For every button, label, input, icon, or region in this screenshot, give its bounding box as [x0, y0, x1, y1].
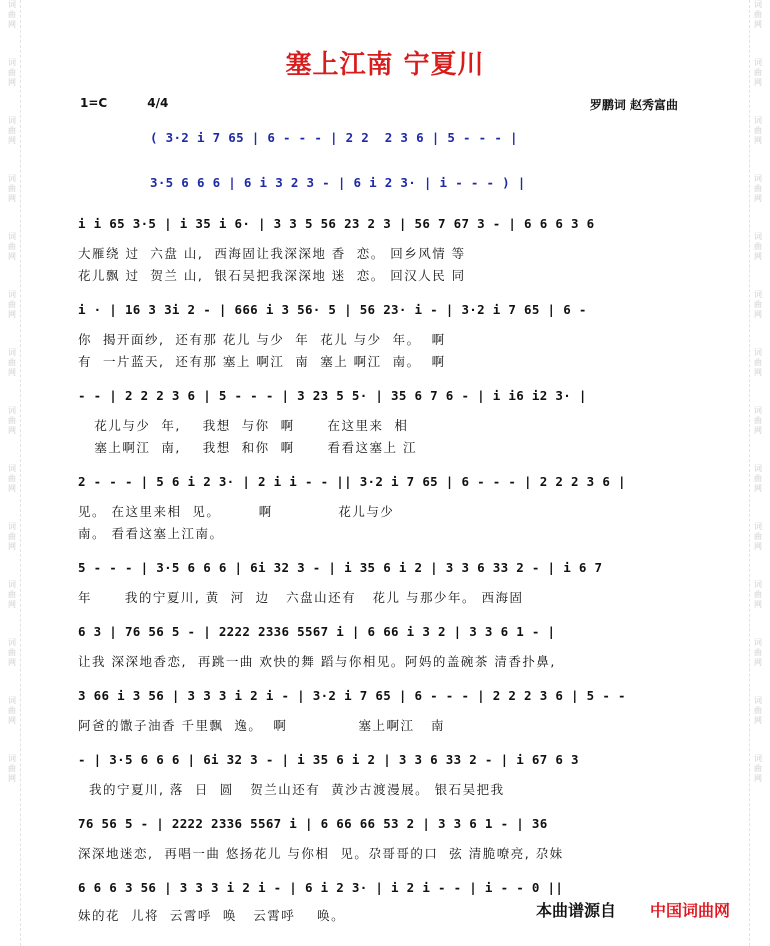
intro-line-2: 3·5 6 6 6 | 6 i 3 2 3 - | 6 i 2 3· | i - - - ) |	[150, 175, 526, 190]
watermark-strip-right: 词 曲 网 词 曲 网 词 曲 网 词 曲 网 词 曲 网 词 曲 网 词 曲 网 词 曲 网 词 曲 网 词 曲 网 词 曲 网 词 曲 网 词 曲 网 词 曲 网	[749, 0, 766, 946]
notation-line-2: i · | 16 3 3i 2 - | 666 i 3 56· 5 | 56 23· i - | 3·2 i 7 65 | 6 -	[78, 302, 587, 317]
notation-line-1: i i 65 3·5 | i 35 i 6· | 3 3 5 56 23 2 3 | 56 7 67 3 - | 6 6 6 3 6	[78, 216, 595, 231]
source-label: 本曲谱源自	[536, 901, 617, 920]
key-signature: 1=C	[80, 96, 108, 110]
song-title: 塞上江南 宁夏川	[285, 50, 485, 80]
lyric-line-2a: 你 揭开面纱, 还有那 花儿 与少 年 花儿 与少 年。 啊	[78, 332, 446, 347]
lyric-line-1a: 大雁绕 过 六盘 山, 西海固让我深深地 香 恋。 回乡风情 等	[78, 246, 466, 261]
notation-line-7: 3 66 i 3 56 | 3 3 3 i 2 i - | 3·2 i 7 65 | 6 - - - | 2 2 2 3 6 | 5 - -	[78, 688, 626, 703]
lyric-line-6: 让我 深深地香恋, 再跳一曲 欢快的舞 蹈与你相见。阿妈的盖碗茶 清香扑鼻,	[78, 654, 556, 669]
lyric-line-3a: 花儿与少 年, 我想 与你 啊 在这里来 相	[78, 418, 409, 433]
lyric-line-1b: 花儿飘 过 贺兰 山, 银石吴把我深深地 迷 恋。 回汉人民 同	[78, 268, 466, 283]
notation-line-6: 6 3 | 76 56 5 - | 2222 2336 5567 i | 6 66 i 3 2 | 3 3 6 1 - |	[78, 624, 556, 639]
intro-line-1: ( 3·2 i 7 65 | 6 - - - | 2 2 2 3 6 | 5 - - - |	[150, 130, 518, 145]
time-signature: 4/4	[147, 96, 169, 110]
notation-line-4: 2 - - - | 5 6 i 2 3· | 2 i i - - || 3·2 i 7 65 | 6 - - - | 2 2 2 3 6 |	[78, 474, 626, 489]
notation-line-9: 76 56 5 - | 2222 2336 5567 i | 6 66 66 53 2 | 3 3 6 1 - | 36	[78, 816, 548, 831]
notation-line-10: 6 6 6 3 56 | 3 3 3 i 2 i - | 6 i 2 3· | i 2 i - - | i - - 0 ||	[78, 880, 564, 895]
lyric-line-4a: 见。 在这里来相 见。 啊 花儿与少	[78, 504, 395, 519]
lyric-line-3b: 塞上啊江 南, 我想 和你 啊 看看这塞上 江	[78, 440, 417, 455]
lyric-line-2b: 有 一片蓝天, 还有那 塞上 啊江 南 塞上 啊江 南。 啊	[78, 354, 446, 369]
notation-line-8: - | 3·5 6 6 6 | 6i 32 3 - | i 35 6 i 2 | 3 3 6 33 2 - | i 67 6 3	[78, 752, 579, 767]
watermark-strip-left: 词 曲 网 词 曲 网 词 曲 网 词 曲 网 词 曲 网 词 曲 网 词 曲 网 词 曲 网 词 曲 网 词 曲 网 词 曲 网 词 曲 网 词 曲 网 词 曲 网	[4, 0, 21, 946]
lyric-line-7: 阿爸的馓子油香 千里飘 逸。 啊 塞上啊江 南	[78, 718, 445, 733]
lyric-line-10: 妹的花 儿将 云霄呼 唤 云霄呼 唤。	[78, 908, 346, 923]
lyric-line-5: 年 我的宁夏川, 黄 河 边 六盘山还有 花儿 与那少年。 西海固	[78, 590, 524, 605]
notation-line-5: 5 - - - | 3·5 6 6 6 | 6i 32 3 - | i 35 6 i 2 | 3 3 6 33 2 - | i 6 7	[78, 560, 603, 575]
site-link[interactable]: 中国词曲网	[650, 901, 731, 920]
lyric-line-8: 我的宁夏川, 落 日 圆 贺兰山还有 黄沙古渡漫展。 银石吴把我	[78, 782, 505, 797]
key-and-time	[80, 96, 208, 110]
notation-line-3: - - | 2 2 2 3 6 | 5 - - - | 3 23 5 5· | 35 6 7 6 - | i i6 i2 3· |	[78, 388, 587, 403]
lyric-line-4b: 南。 看看这塞上江南。	[78, 526, 224, 541]
credits: 罗鹏词 赵秀富曲	[589, 98, 678, 112]
lyric-line-9: 深深地迷恋, 再唱一曲 悠扬花儿 与你相 见。尕哥哥的口 弦 清脆嘹亮, 尕妹	[78, 846, 564, 861]
